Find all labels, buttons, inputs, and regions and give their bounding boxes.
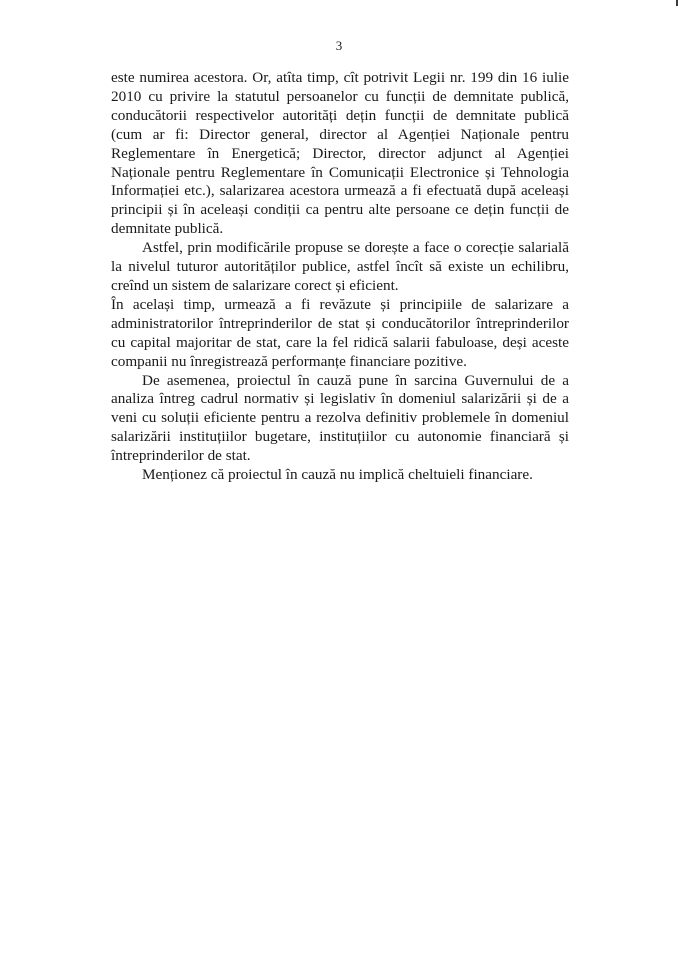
- paragraph-state-enterprises: În același timp, urmează a fi revăzute și principiile de salarizare a administratorilor întreprinderilor de stat și conducătorilor întreprinderilor cu capital majoritar de stat, care la fel ridică salarii fabuloase, deși aceste companii nu înregistrează performanțe financiare pozitive.: [111, 295, 569, 370]
- paragraph-continuation: este numirea acestora. Or, atîta timp, cît potrivit Legii nr. 199 din 16 iulie 2010 cu privire la statutul persoanelor cu funcții de demnitate publică, conducătorii respectivelor autorități dețin funcții de demnitate publică (cum ar fi: Director general, director al Agenției Naționale pentru Reglementare în Energetică; Director, director adjunct al Agenției Naționale pentru Reglementare în Comunicații Electronice și Tehnologia Informației etc.), salarizarea acestora urmează a fi efectuată după aceleași principii și în aceleași condiții ca pentru alte persoane ce dețin funcții de demnitate publică.: [111, 69, 569, 238]
- paragraph-salary-correction: Astfel, prin modificările propuse se dorește a face o corecție salarială la nivelul tuturor autorităților publice, astfel încît să existe un echilibru, creînd un sistem de salarizare corect și eficient.: [111, 239, 569, 294]
- paragraph-government-task: De asemenea, proiectul în cauză pune în sarcina Guvernului de a analiza întreg cadrul normativ și legislativ în domeniul salarizării și de a veni cu soluții eficiente pentru a rezolva definitiv problemele în domeniul salarizării instituțiilor bugetare, instituțiilor cu autonomie financiară și întreprinderilor de stat.: [111, 371, 569, 465]
- page-number: 3: [335, 38, 343, 53]
- document-body: [111, 69, 569, 485]
- paragraph-no-expenses: Menționez că proiectul în cauză nu implică cheltuieli financiare.: [142, 466, 533, 484]
